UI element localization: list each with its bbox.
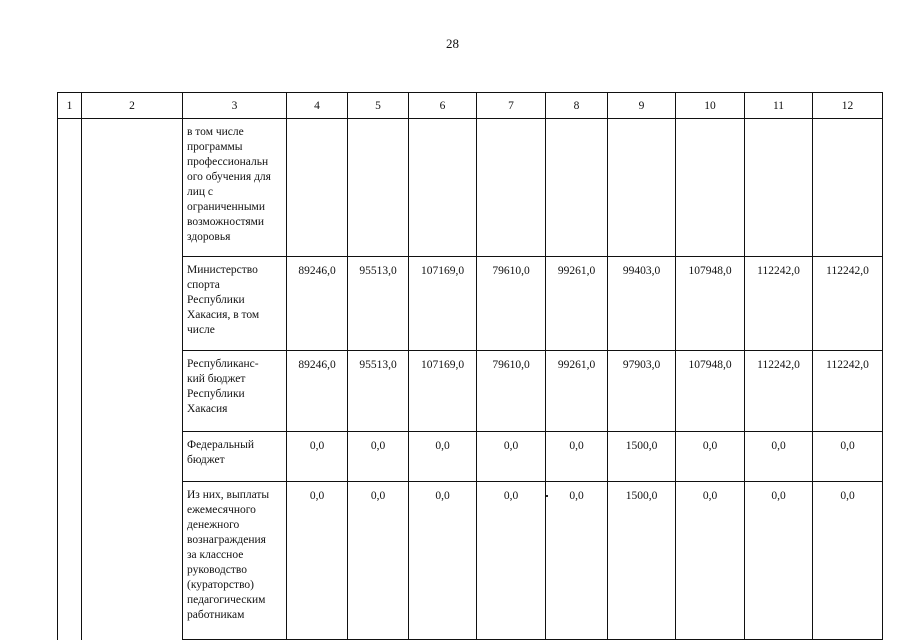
row-description: Федеральный бюджет bbox=[183, 432, 287, 482]
column-header: 4 bbox=[287, 93, 348, 119]
column-1-cell bbox=[58, 119, 82, 640]
value-cell: 0,0 bbox=[676, 432, 745, 482]
value-cell bbox=[676, 119, 745, 257]
value-cell bbox=[546, 119, 608, 257]
value-cell: 0,0 bbox=[409, 482, 477, 640]
column-header: 7 bbox=[477, 93, 546, 119]
value-cell: 112242,0 bbox=[745, 351, 813, 432]
value-cell: 99403,0 bbox=[608, 257, 676, 351]
value-cell: 112242,0 bbox=[813, 351, 883, 432]
column-header: 12 bbox=[813, 93, 883, 119]
value-cell: 95513,0 bbox=[348, 351, 409, 432]
column-header: 11 bbox=[745, 93, 813, 119]
value-cell: 0,0 bbox=[348, 482, 409, 640]
column-header: 9 bbox=[608, 93, 676, 119]
value-cell: 89246,0 bbox=[287, 257, 348, 351]
column-2-cell bbox=[82, 119, 183, 640]
column-header: 1 bbox=[58, 93, 82, 119]
value-cell bbox=[813, 119, 883, 257]
value-cell: 0,0 bbox=[546, 482, 608, 640]
value-cell: 0,0 bbox=[409, 432, 477, 482]
value-cell: 99261,0 bbox=[546, 351, 608, 432]
value-cell: 0,0 bbox=[813, 482, 883, 640]
value-cell: 0,0 bbox=[287, 482, 348, 640]
column-header: 6 bbox=[409, 93, 477, 119]
value-cell: 107948,0 bbox=[676, 257, 745, 351]
value-cell: 0,0 bbox=[813, 432, 883, 482]
value-cell: 0,0 bbox=[676, 482, 745, 640]
value-cell: 1500,0 bbox=[608, 482, 676, 640]
value-cell: 1500,0 bbox=[608, 432, 676, 482]
value-cell: 112242,0 bbox=[813, 257, 883, 351]
value-cell: 97903,0 bbox=[608, 351, 676, 432]
budget-table bbox=[57, 92, 883, 640]
column-header: 3 bbox=[183, 93, 287, 119]
value-cell: 0,0 bbox=[745, 432, 813, 482]
row-description: Республиканс- кий бюджет Республики Хакасия bbox=[183, 351, 287, 432]
value-cell bbox=[287, 119, 348, 257]
value-cell: 0,0 bbox=[477, 432, 546, 482]
row-description: Министерство спорта Республики Хакасия, в том числе bbox=[183, 257, 287, 351]
value-cell: 95513,0 bbox=[348, 257, 409, 351]
column-header: 10 bbox=[676, 93, 745, 119]
value-cell: 0,0 bbox=[477, 482, 546, 640]
header-row bbox=[58, 93, 883, 119]
value-cell: 0,0 bbox=[287, 432, 348, 482]
column-header: 2 bbox=[82, 93, 183, 119]
value-cell: 107169,0 bbox=[409, 351, 477, 432]
value-cell bbox=[409, 119, 477, 257]
value-cell bbox=[477, 119, 546, 257]
value-cell: 112242,0 bbox=[745, 257, 813, 351]
row-description: Из них, выплаты ежемесячного денежного вознаграждения за классное руководство (кураторство) педагогическим работникам bbox=[183, 482, 287, 640]
value-cell: 0,0 bbox=[348, 432, 409, 482]
value-cell: 79610,0 bbox=[477, 257, 546, 351]
value-cell: 107948,0 bbox=[676, 351, 745, 432]
row-description: в том числе программы профессиональн ого обучения для лиц с ограниченными возможностями здоровья bbox=[183, 119, 287, 257]
column-header: 5 bbox=[348, 93, 409, 119]
value-cell bbox=[348, 119, 409, 257]
value-cell: 0,0 bbox=[546, 432, 608, 482]
table-row bbox=[58, 119, 883, 257]
value-cell: 107169,0 bbox=[409, 257, 477, 351]
value-cell: 89246,0 bbox=[287, 351, 348, 432]
value-cell bbox=[608, 119, 676, 257]
value-cell: 79610,0 bbox=[477, 351, 546, 432]
value-cell: 99261,0 bbox=[546, 257, 608, 351]
value-cell: 0,0 bbox=[745, 482, 813, 640]
page-number: 28 bbox=[446, 36, 459, 51]
value-cell bbox=[745, 119, 813, 257]
scan-speck bbox=[546, 495, 548, 497]
column-header: 8 bbox=[546, 93, 608, 119]
